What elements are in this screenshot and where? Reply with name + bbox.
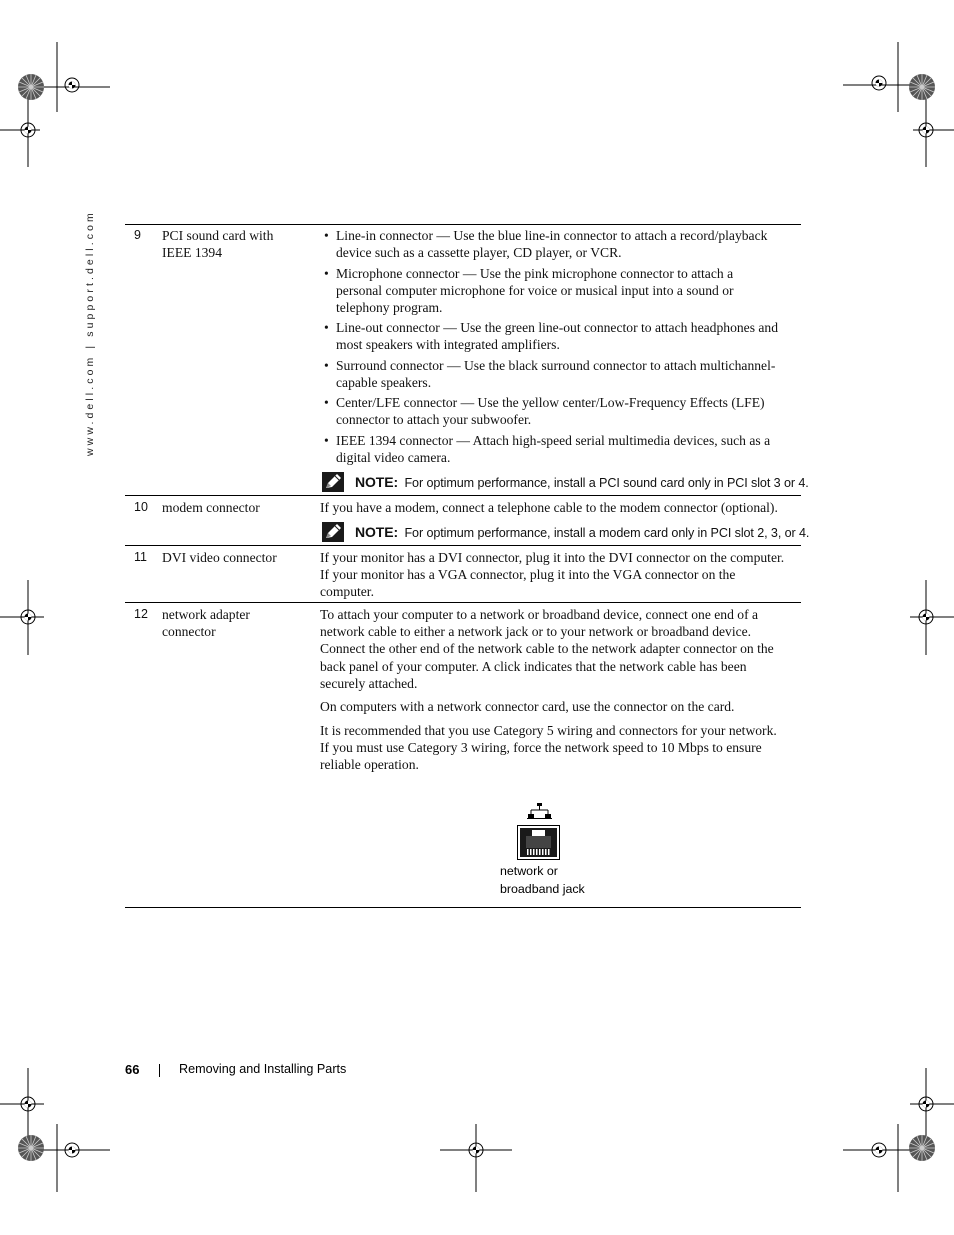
bullet-item: • IEEE 1394 connector — Attach high-speed serial multimedia devices, such as a digital video camera. (324, 433, 771, 466)
row-number: 11 (134, 550, 147, 564)
note-text: For optimum performance, install a modem card only in PCI slot 2, 3, or 4. (404, 526, 810, 540)
row-number: 10 (134, 500, 148, 514)
row-name: network adapter connector (162, 607, 250, 640)
row-name-line: IEEE 1394 (162, 245, 223, 261)
side-url: www.dell.com | support.dell.com (84, 210, 96, 456)
note-label: NOTE: (355, 474, 399, 490)
row-name-line: PCI sound card with (162, 228, 274, 243)
bullet-item: • Line-in connector — Use the blue line-in connector to attach a record/playback device such as a cassette player, CD player, or VCR. (324, 228, 768, 261)
row-description: If you have a modem, connect a telephone cable to the modem connector (optional). (320, 500, 778, 515)
note-text: For optimum performance, install a PCI sound card only in PCI slot 3 or 4. (404, 476, 809, 490)
page-number: 66 (125, 1062, 140, 1077)
row-description: If your monitor has a DVI connector, plug it into the DVI connector on the computer. If your monitor has a VGA connector, plug it into the VGA connector on the computer. (320, 550, 785, 600)
row-paragraph: On computers with a network connector card, use the connector on the card. (320, 699, 735, 714)
bullet-item: • Line-out connector — Use the green line-out connector to attach headphones and most speakers with integrated amplifiers. (324, 320, 779, 353)
row-number: 12 (134, 607, 148, 621)
bullet-item: • Microphone connector — Use the pink microphone connector to attach a personal computer microphone for voice or musical input into a sound or telephony program. (324, 266, 734, 316)
note-label: NOTE: (355, 524, 399, 540)
section-title: Removing and Installing Parts (179, 1062, 347, 1076)
bullet-item: • Center/LFE connector — Use the yellow center/Low-Frequency Effects (LFE) connector to attach your subwoofer. (324, 395, 765, 428)
figure-caption: network or broadband jack (500, 864, 585, 896)
row-paragraph: To attach your computer to a network or broadband device, connect one end of a network cable to either a network jack or to your network or broadband device. Connect the other end of the network cable to the network adapter connector on the back panel of your computer. A click indicates that the network cable has been securely attached. (320, 607, 774, 691)
row-name: modem connector (162, 500, 260, 515)
bullet-item: • Surround connector — Use the black surround connector to attach multichannel- capable speakers. (324, 358, 776, 391)
row-number: 9 (134, 228, 141, 242)
row-paragraph: It is recommended that you use Category 5 wiring and connectors for your network. If you must use Category 3 wiring, force the network speed to 10 Mbps to ensure reliable operation. (320, 723, 777, 773)
row-name: DVI video connector (162, 550, 277, 565)
